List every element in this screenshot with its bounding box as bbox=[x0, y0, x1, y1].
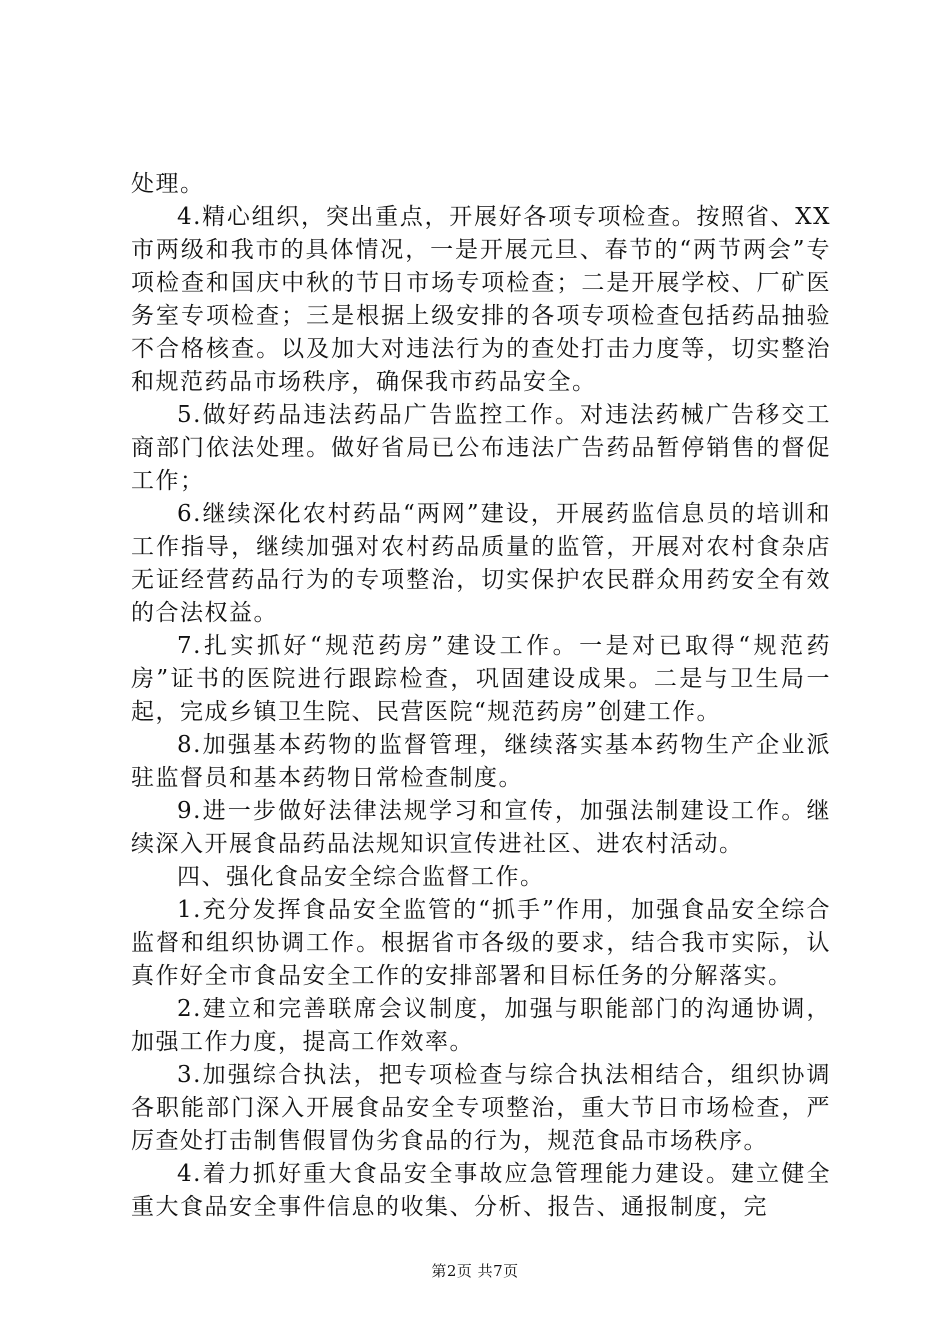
document-body bbox=[131, 168, 831, 1224]
paragraph-item-3-enforcement: 3.加强综合执法，把专项检查与综合执法相结合，组织协调各职能部门深入开展食品安全专项整治，重大节日市场检查，严厉查处打击制售假冒伪劣食品的行为，规范食品市场秩序。 bbox=[131, 1062, 831, 1154]
page-number-footer: 第2页 共7页 bbox=[431, 1262, 519, 1280]
paragraph-item-7-pharmacy: 7.扎实抓好“规范药房”建设工作。一是对已取得“规范药房”证书的医院进行跟踪检查，巩固建设成果。二是与卫生局一起，完成乡镇卫生院、民营医院“规范药房”创建工作。 bbox=[131, 633, 831, 725]
section-heading-food-safety: 四、强化食品安全综合监督工作。 bbox=[177, 864, 545, 890]
paragraph-continuation: 处理。 bbox=[131, 171, 205, 197]
paragraph-item-8-essential-drugs: 8.加强基本药物的监督管理，继续落实基本药物生产企业派驻监督员和基本药物日常检查制度。 bbox=[131, 732, 831, 791]
paragraph-item-6-rural-network: 6.继续深化农村药品“两网”建设，开展药监信息员的培训和工作指导，继续加强对农村药品质量的监管，开展对农村食杂店无证经营药品行为的专项整治，切实保护农民群众用药安全有效的合法权益。 bbox=[131, 501, 831, 626]
paragraph-item-1-coordination: 1.充分发挥食品安全监管的“抓手”作用，加强食品安全综合监督和组织协调工作。根据省市各级的要求，结合我市实际，认真作好全市食品安全工作的安排部署和目标任务的分解落实。 bbox=[131, 897, 831, 989]
paragraph-item-4-emergency: 4.着力抓好重大食品安全事故应急管理能力建设。建立健全重大食品安全事件信息的收集、分析、报告、通报制度，完 bbox=[131, 1161, 831, 1220]
paragraph-item-9-legal: 9.进一步做好法律法规学习和宣传，加强法制建设工作。继续深入开展食品药品法规知识宣传进社区、进农村活动。 bbox=[131, 798, 831, 857]
paragraph-item-5-advertising: 5.做好药品违法药品广告监控工作。对违法药械广告移交工商部门依法处理。做好省局已公布违法广告药品暂停销售的督促工作； bbox=[131, 402, 831, 494]
paragraph-item-4-inspections: 4.精心组织，突出重点，开展好各项专项检查。按照省、XX市两级和我市的具体情况，一是开展元旦、春节的“两节两会”专项检查和国庆中秋的节日市场专项检查；二是开展学校、厂矿医务室专项检查；三是根据上级安排的各项专项检查包括药品抽验不合格核查。以及加大对违法行为的查处打击力度等，切实整治和规范药品市场秩序，确保我市药品安全。 bbox=[131, 204, 831, 395]
paragraph-item-2-joint-meeting: 2.建立和完善联席会议制度，加强与职能部门的沟通协调，加强工作力度，提高工作效率。 bbox=[131, 996, 831, 1055]
